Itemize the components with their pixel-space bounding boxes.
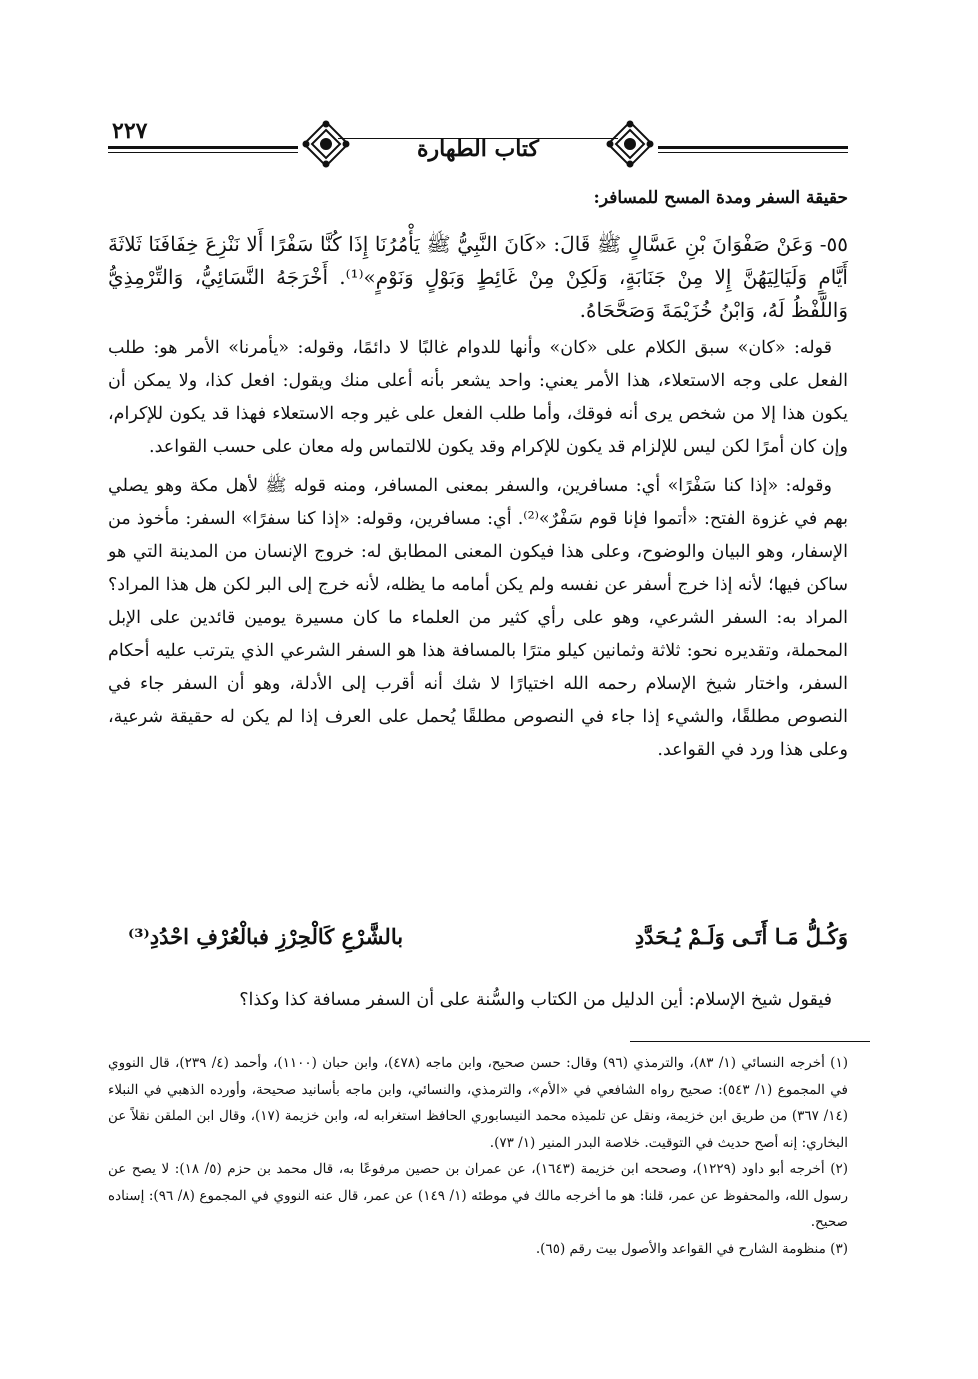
poem-verse — [108, 924, 848, 964]
footnote — [108, 1156, 848, 1236]
explanation — [108, 332, 848, 773]
footnote-label: (٣) — [830, 1240, 848, 1257]
footnote-label: (١) — [830, 1055, 848, 1071]
footnote-text: أخرجه أبو داود (١٢٢٩)، وصححه ابن خزيمة (١٦٤٣)، عن عمران بن حصين مرفوعًا به، قال محمد بن حزم (٥/ ١٨): لا يصح عن رسول الله، والمحفوظ عن عمر، قلنا: هو ما أخرجه مالك في موطئه (١/ ١٤٩) عن عمر، قال عنه النووي في المجموع (٨/ ٩٦): إسناده صحيح. — [108, 1161, 848, 1230]
chapter-title: كتاب الطهارة — [416, 136, 540, 162]
footnote-label: (٢) — [830, 1161, 849, 1177]
poem-hemistich-second: بالشَّرْعِ كَالْحِرْزِ فبالْعُرْفِ احْدُدِ⁽³⁾ — [128, 924, 404, 949]
footnote-divider — [630, 1041, 870, 1042]
explanation-paragraph: قوله: «كان» سبق الكلام على «كان» وأنها للدوام غالبًا لا دائمًا، وقوله: «يأمرنا» الأمر هو: طلب الفعل على وجه الاستعلاء، هذا الأمر يعني: واحد يشعر بأنه أعلى منك ويقول: افعل كذا، ولا يمكن أن يكون هذا إلا من شخص يرى أنه فوقك، وأما طلب الفعل على غير وجه الاستعلاء فهذا قد يكون للإكرام، وإن كان أمرًا لكن ليس للإلزام قد يكون للإكرام وقد يكون للالتماس وله معان على حسب القواعد. — [108, 338, 848, 457]
header-rule-right — [658, 146, 848, 153]
section-title: حقيقة السفر ومدة المسح للمسافر: — [593, 188, 848, 208]
closing-paragraph: فيقول شيخ الإسلام: أين الدليل من الكتاب والسُّنة على أن السفر مسافة كذا وكذا؟ — [239, 990, 832, 1010]
ornament-right-icon — [604, 118, 656, 170]
page-number: ٢٢٧ — [112, 118, 148, 144]
footnote-text: أخرجه النسائي (١/ ٨٣)، والترمذي (٩٦) وقال: حسن صحيح، وابن ماجه (٤٧٨)، وابن حبان (١١٠٠)، وأحمد (٤/ ٢٣٩)، قال النووي في المجموع (١/ ٥٤٣): صحيح رواه الشافعي في «الأم»، والترمذي، والنسائي، وابن ماجه بأسانيد صحيحة، وأورده الذهبي في النبلاء (١٤/ ٣٦٧) من طريق ابن خزيمة، ونقل عن تلميذه محمد النيسابوري الحافظ استغرابه له، وابن خزيمة (١٧)، وقال ابن الملقن نقلاً عن البخاري: إنه أصح حديث في التوقيت. خلاصة البدر المنير (١/ ٧٣). — [108, 1055, 849, 1151]
header-rule-left — [108, 146, 298, 153]
footnote — [108, 1050, 848, 1156]
ornament-left-icon — [300, 118, 352, 170]
hadith-text: ٥٥- وَعَنْ صَفْوَانَ بْنِ عَسَّالٍ ﷺ قَالَ: «كَانَ النَّبِيُّ ﷺ يَأْمُرُنَا إِذَا كُنَّا سَفْرًا أَلا نَنْزِعَ خِفَافَنَا ثَلاثَةَ أَيَّامٍ وَلَيَالِيَهُنَّ إِلا مِنْ جَنَابَةٍ، وَلَكِنْ مِنْ غَائِطٍ وَبَوْلٍ وَنَوْمٍ»⁽¹⁾. أَخْرَجَهُ النَّسَائِيُّ، وَالتِّرْمِذِيُّ وَاللَّفْظُ لَهُ، وَابْنُ خُزَيْمَةَ وَصَحَّحَاهُ. — [108, 232, 848, 322]
footnote — [108, 1236, 848, 1263]
footnote-text: منظومة الشارح في القواعد والأصول بيت رقم (٦٥). — [535, 1240, 826, 1257]
footnotes — [108, 1050, 848, 1262]
page-header — [108, 112, 848, 174]
explanation-paragraph: وقوله: «إذا كنا سَفْرًا» أي: مسافرين، والسفر بمعنى المسافر، ومنه قوله ﷺ لأهل مكة وهو يصلي بهم في غزوة الفتح: «أتموا فإنا قوم سَفْرٌ»⁽²⁾. أي: مسافرين، وقوله: «إذا كنا سفرًا» السفر: مأخوذ من الإسفار، وهو البيان والوضوح، وعلى هذا فيكون المعنى المطابق له: خروج الإنسان من المدينة التي هو ساكن فيها؛ لأنه إذا خرج أسفر عن نفسه ولم يكن أمامه ما يظله، لأنه خرج إلى البر لكن هل هذا المراد؟ المراد به: السفر الشرعي، وهو على رأي كثير من العلماء ما كان مسيرة يومين قائدين على الإبل المحملة، وتقديره نحو: ثلاثة وثمانين كيلو مترًا بالمسافة هذا هو السفر الشرعي الذي يترتب عليه أحكام السفر، واختار شيخ الإسلام رحمه الله اختيارًا لا شك أنه أقرب إلى الأدلة، وهو أن السفر جاء في النصوص مطلقًا، والشيء إذا جاء في النصوص مطلقًا يُحمل على العرف إذا لم يكن له حقيقة شرعية، وعلى هذا ورد في القواعد. — [108, 476, 848, 760]
poem-hemistich-first: وَكُـلُّ مَـا أَتَـى وَلَـمْ يُـحَدَّدِ — [634, 924, 848, 949]
